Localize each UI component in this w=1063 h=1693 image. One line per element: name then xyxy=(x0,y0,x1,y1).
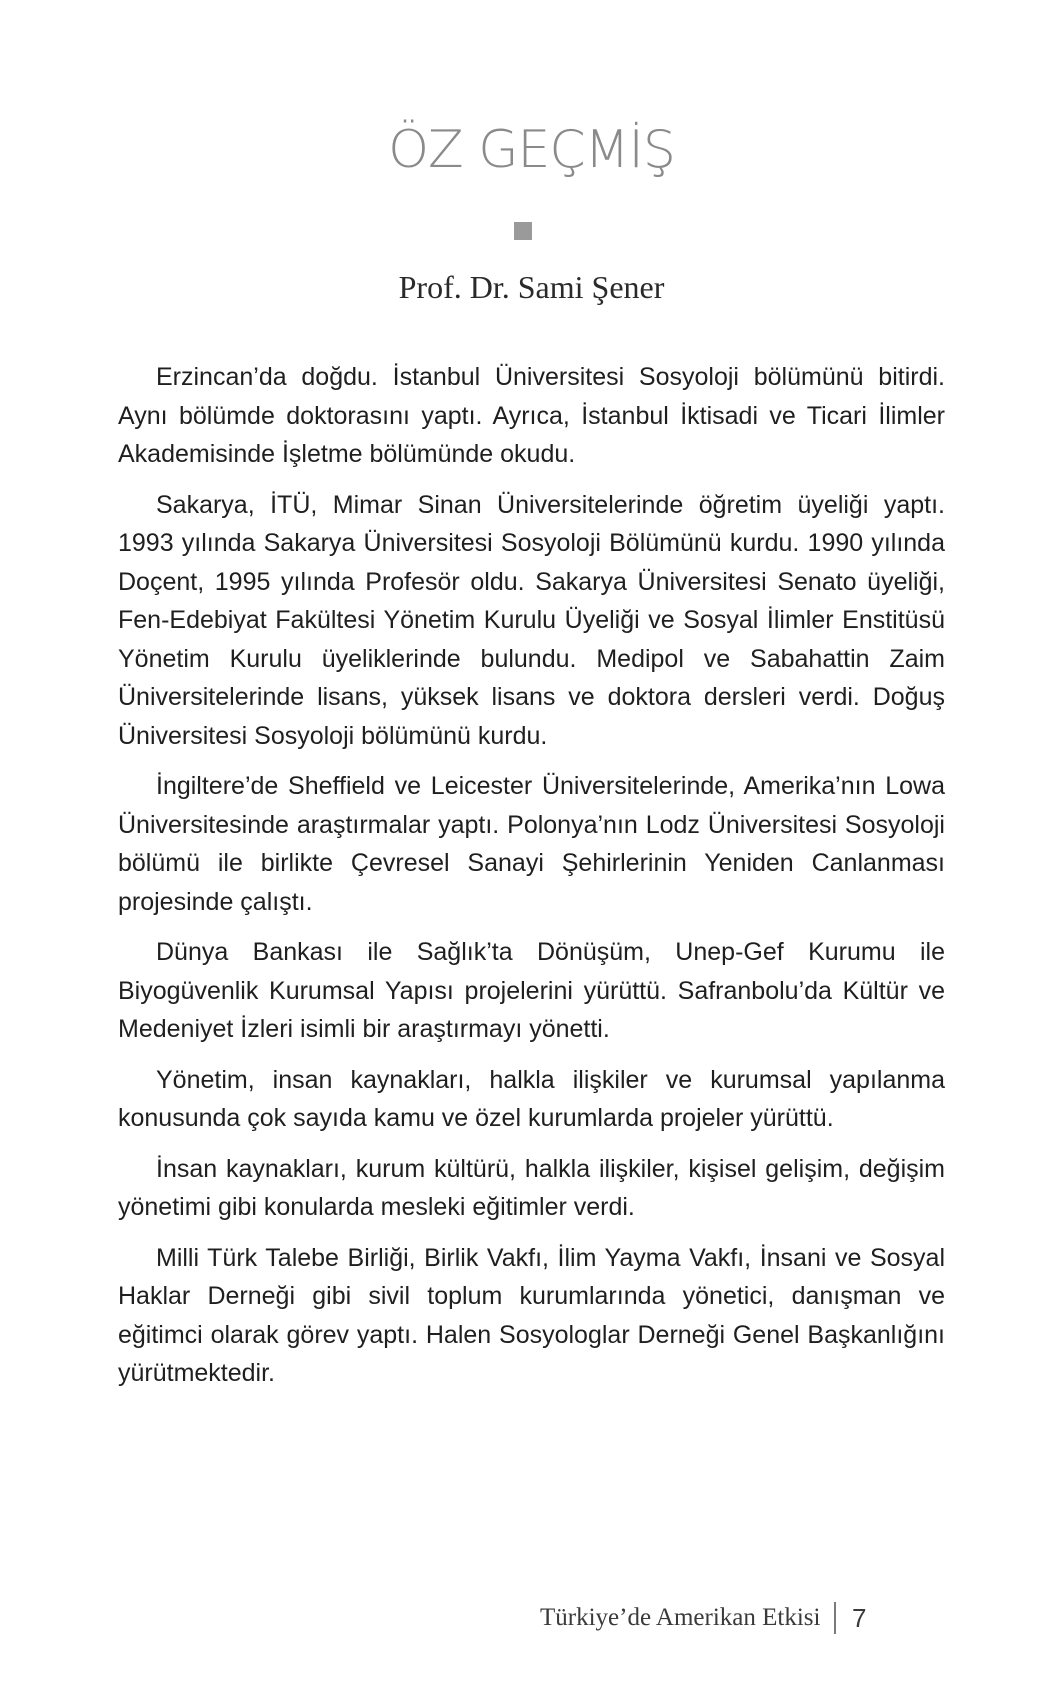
paragraph-trainings: İnsan kaynakları, kurum kültürü, halkla ilişkiler, kişisel gelişim, değişim yönetimi gibi konularda mesleki eğitimler verdi. xyxy=(118,1154,945,1221)
body-text xyxy=(118,358,945,1405)
paragraph-academic-career: Sakarya, İTÜ, Mimar Sinan Üniversitelerinde öğretim üyeliği yaptı. 1993 yılında Sakarya Üniversitesi Sosyoloji Bölümünü kurdu. 1990 yılında Doçent, 1995 yılında Profesör oldu. Sakarya Üniversitesi Senato üyeliği, Fen-Edebiyat Fakültesi Yönetim Kurulu Üyeliği ve Sosyal İlimler Enstitüsü Yönetim Kurulu üyeliklerinde bulundu. Medipol ve Sabahattin Zaim Üniversitelerinde lisans, yüksek lisans ve doktora dersleri verdi. Doğuş Üniversitesi Sosyoloji bölümünü kurdu. xyxy=(118,490,945,750)
decorative-square xyxy=(514,222,532,240)
book-title: Türkiye’de Amerikan Etkisi xyxy=(540,1604,821,1631)
author-name: Prof. Dr. Sami Şener xyxy=(398,269,665,305)
footer-separator xyxy=(834,1602,836,1634)
page-number: 7 xyxy=(851,1602,867,1633)
paragraph-civil-society: Milli Türk Talebe Birliği, Birlik Vakfı, İlim Yayma Vakfı, İnsani ve Sosyal Haklar Derneği gibi sivil toplum kurumlarında yönetici, danışman ve eğitimci olarak görev yaptı. Halen Sosyologlar Derneği Genel Başkanlığını yürütmektedir. xyxy=(118,1243,945,1387)
page-footer xyxy=(540,1601,866,1635)
paragraph-management: Yönetim, insan kaynakları, halkla ilişkiler ve kurumsal yapılanma konusunda çok sayıda kamu ve özel kurumlarda projeler yürüttü. xyxy=(118,1065,945,1132)
page-title: ÖZ GEÇMİŞ xyxy=(388,120,675,180)
paragraph-birth-education: Erzincan’da doğdu. İstanbul Üniversitesi Sosyoloji bölümünü bitirdi. Aynı bölümde doktorasını yaptı. Ayrıca, İstanbul İktisadi ve Ticari İlimler Akademisinde İşletme bölümünde okudu. xyxy=(118,363,945,468)
paragraph-projects: Dünya Bankası ile Sağlık’ta Dönüşüm, Unep-Gef Kurumu ile Biyogüvenlik Kurumsal Yapısı projelerini yürüttü. Safranbolu’da Kültür ve Medeniyet İzleri isimli bir araştırmayı yönetti. xyxy=(118,938,945,1043)
paragraph-research-abroad: İngiltere’de Sheffield ve Leicester Üniversitelerinde, Amerika’nın Lowa Üniversitesinde araştırmalar yaptı. Polonya’nın Lodz Üniversitesi Sosyoloji bölümü ile birlikte Çevresel Sanayi Şehirlerinin Yeniden Canlanması projesinde çalıştı. xyxy=(118,772,945,916)
